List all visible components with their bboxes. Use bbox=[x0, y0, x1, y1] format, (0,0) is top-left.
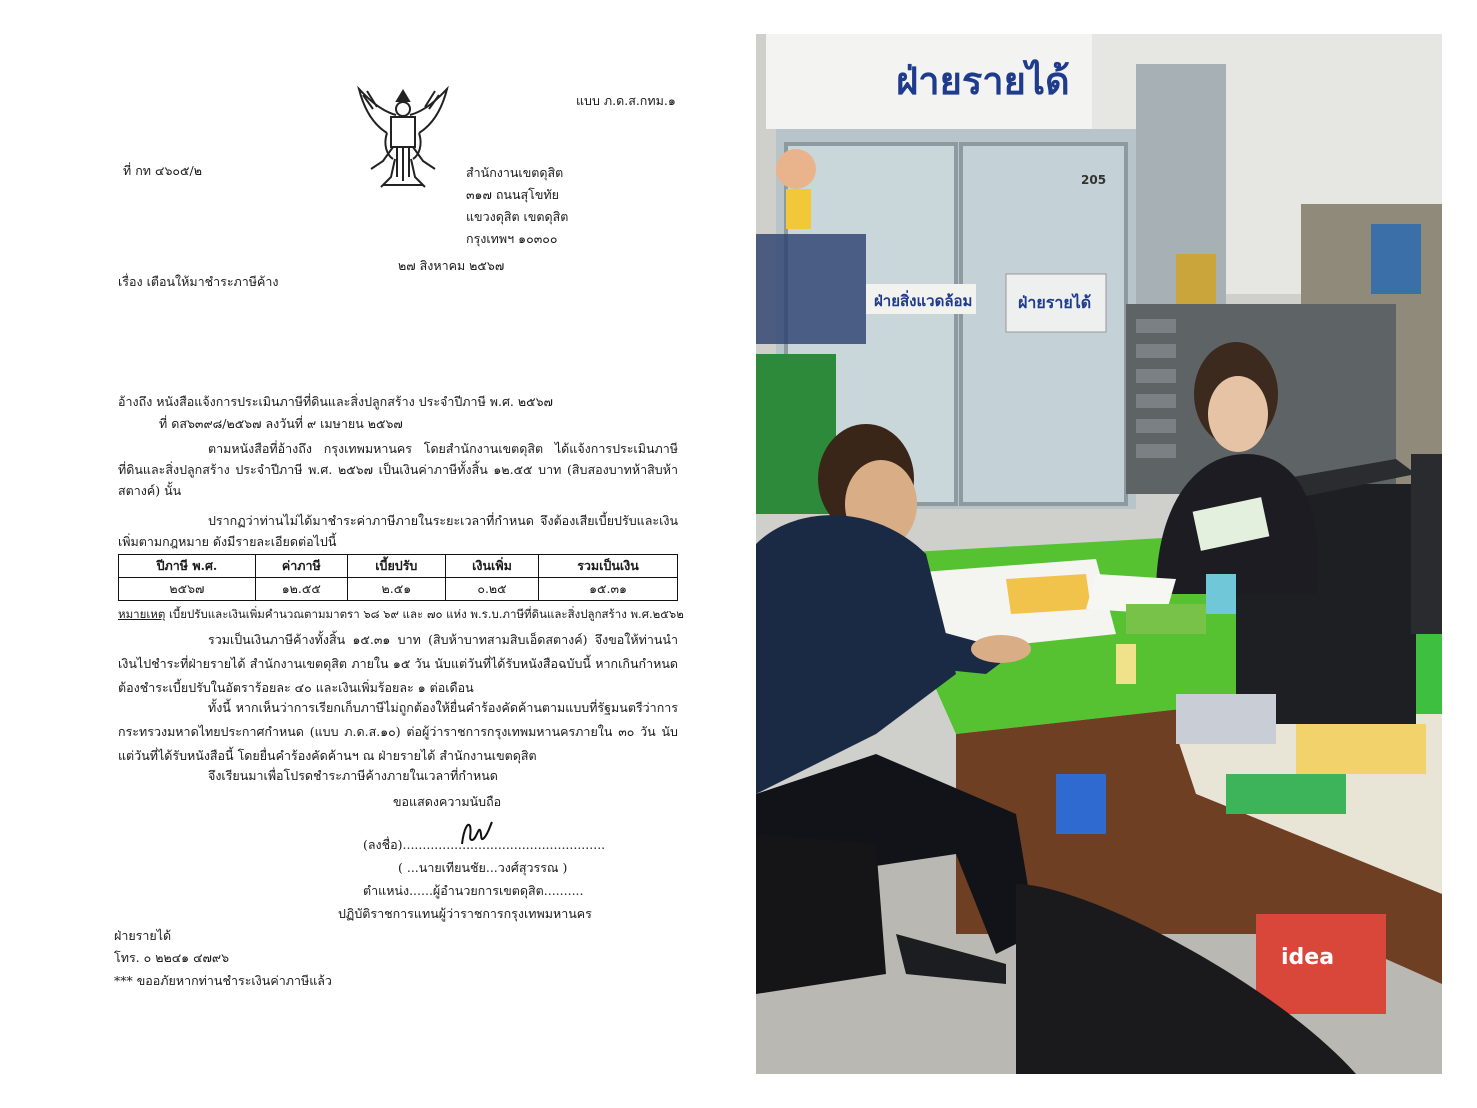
cell-tax-amount: ๑๒.๕๕ bbox=[255, 578, 347, 601]
phone: โทร. ๐ ๒๒๔๑ ๔๗๙๖ bbox=[114, 950, 230, 965]
office-photo bbox=[756, 34, 1442, 1074]
signer-name: ( ...นายเทียนชัย...วงศ์สุวรรณ ) bbox=[398, 860, 568, 875]
cell-penalty: ๒.๕๑ bbox=[347, 578, 445, 601]
cell-tax-year: ๒๕๖๗ bbox=[119, 578, 256, 601]
col-tax-amount: ค่าภาษี bbox=[255, 555, 347, 578]
apology-note: *** ขออภัยหากท่านชำระเงินค่าภาษีแล้ว bbox=[114, 973, 332, 988]
signature-mark bbox=[458, 818, 498, 848]
tax-table-header bbox=[119, 555, 678, 578]
ref-number: ที่ กท ๔๖๐๕/๒ bbox=[123, 163, 202, 178]
garuda-emblem-icon bbox=[353, 85, 453, 193]
sender-street: ๓๑๗ ถนนสุโขทัย bbox=[466, 187, 559, 202]
reference-line-2: ที่ ดส๖๓๙๘/๒๕๖๗ ลงวันที่ ๙ เมษายน ๒๕๖๗ bbox=[159, 416, 403, 431]
note-label: หมายเหตุ bbox=[118, 607, 166, 621]
department: ฝ่ายรายได้ bbox=[114, 928, 172, 943]
sign-top-text: ฝ่ายรายได้ bbox=[896, 59, 1070, 103]
col-tax-year: ปีภาษี พ.ศ. bbox=[119, 555, 256, 578]
cell-total: ๑๕.๓๑ bbox=[539, 578, 678, 601]
form-code: แบบ ภ.ด.ส.กทม.๑ bbox=[576, 93, 676, 108]
sender-district: แขวงดุสิต เขตดุสิต bbox=[466, 209, 569, 224]
paragraph-1: ตามหนังสือที่อ้างถึง กรุงเทพมหานคร โดยสำนักงานเขตดุสิต ได้แจ้งการประเมินภาษีที่ดินและสิ่งปลูกสร้าง ประจำปีภาษี พ.ศ. ๒๕๖๗ เป็นเงินค่าภาษีทั้งสิ้น ๑๒.๕๕ บาท (สิบสองบาทห้าสิบห้าสตางค์) นั้น bbox=[118, 441, 678, 498]
col-total: รวมเป็นเงิน bbox=[539, 555, 678, 578]
cell-surcharge: ๐.๒๕ bbox=[445, 578, 538, 601]
signer-position: ตำแหน่ง......ผู้อำนวยการเขตดุสิต.......... bbox=[363, 883, 584, 898]
letter-date: ๒๗ สิงหาคม ๒๕๖๗ bbox=[398, 258, 505, 273]
col-penalty: เบี้ยปรับ bbox=[347, 555, 445, 578]
sender-city: กรุงเทพฯ ๑๐๓๐๐ bbox=[466, 231, 558, 246]
letter-subject: เรื่อง เตือนให้มาชำระภาษีค้าง bbox=[118, 274, 279, 289]
note-line bbox=[118, 606, 684, 622]
paragraph-4: ทั้งนี้ หากเห็นว่าการเรียกเก็บภาษีไม่ถูกต้องให้ยื่นคำร้องคัดค้านตามแบบที่รัฐมนตรีว่าการกระทรวงมหาดไทยประกาศกำหนด (แบบ ภ.ด.ส.๑๐) ต่อผู้ว่าราชการกรุงเทพมหานครภายใน ๓๐ วัน นับแต่วันที่ได้รับหนังสือนี้ โดยยื่นคำร้องคัดค้านฯ ณ ฝ่ายรายได้ สำนักงานเขตดุสิต bbox=[118, 700, 678, 763]
closing-line: จึงเรียนมาเพื่อโปรดชำระภาษีค้างภายในเวลาที่กำหนด bbox=[208, 768, 498, 783]
sign-inner-text: ฝ่ายรายได้ bbox=[1018, 293, 1092, 312]
box-brand: idea bbox=[1281, 945, 1335, 970]
signature-line: (ลงชื่อ)................................................... bbox=[363, 837, 606, 852]
regards: ขอแสดงความนับถือ bbox=[393, 794, 502, 809]
table-row bbox=[119, 578, 678, 601]
sign-left-text: ฝ่ายสิ่งแวดล้อม bbox=[874, 292, 973, 310]
col-surcharge: เงินเพิ่ม bbox=[445, 555, 538, 578]
paragraph-2: ปรากฏว่าท่านไม่ได้มาชำระค่าภาษีภายในระยะเวลาที่กำหนด จึงต้องเสียเบี้ยปรับและเงินเพิ่มตามกฎหมาย ดังมีรายละเอียดต่อไปนี้ bbox=[118, 513, 678, 549]
door-number: 205 bbox=[1081, 173, 1107, 187]
acting-for: ปฏิบัติราชการแทนผู้ว่าราชการกรุงเทพมหานคร bbox=[338, 906, 592, 921]
sender-office: สำนักงานเขตดุสิต bbox=[466, 165, 564, 180]
paragraph-3: รวมเป็นเงินภาษีค้างทั้งสิ้น ๑๕.๓๑ บาท (สิบห้าบาทสามสิบเอ็ดสตางค์) จึงขอให้ท่านนำเงินไปชำระที่ฝ่ายรายได้ สำนักงานเขตดุสิต ภายใน ๑๕ วัน นับแต่วันที่ได้รับหนังสือฉบับนี้ หากเกินกำหนดต้องชำระเบี้ยปรับในอัตราร้อยละ ๔๐ และเงินเพิ่มร้อยละ ๑ ต่อเดือน bbox=[118, 632, 678, 695]
note-text: เบี้ยปรับและเงินเพิ่มคำนวณตามมาตรา ๖๘ ๖๙ และ ๗๐ แห่ง พ.ร.บ.ภาษีที่ดินและสิ่งปลูกสร้าง พ.ศ.๒๕๖๒ bbox=[169, 607, 684, 621]
tax-table bbox=[118, 554, 678, 601]
reference-line-1: อ้างถึง หนังสือแจ้งการประเมินภาษีที่ดินและสิ่งปลูกสร้าง ประจำปีภาษี พ.ศ. ๒๕๖๗ bbox=[118, 394, 553, 409]
tax-reminder-letter bbox=[18, 30, 718, 1080]
